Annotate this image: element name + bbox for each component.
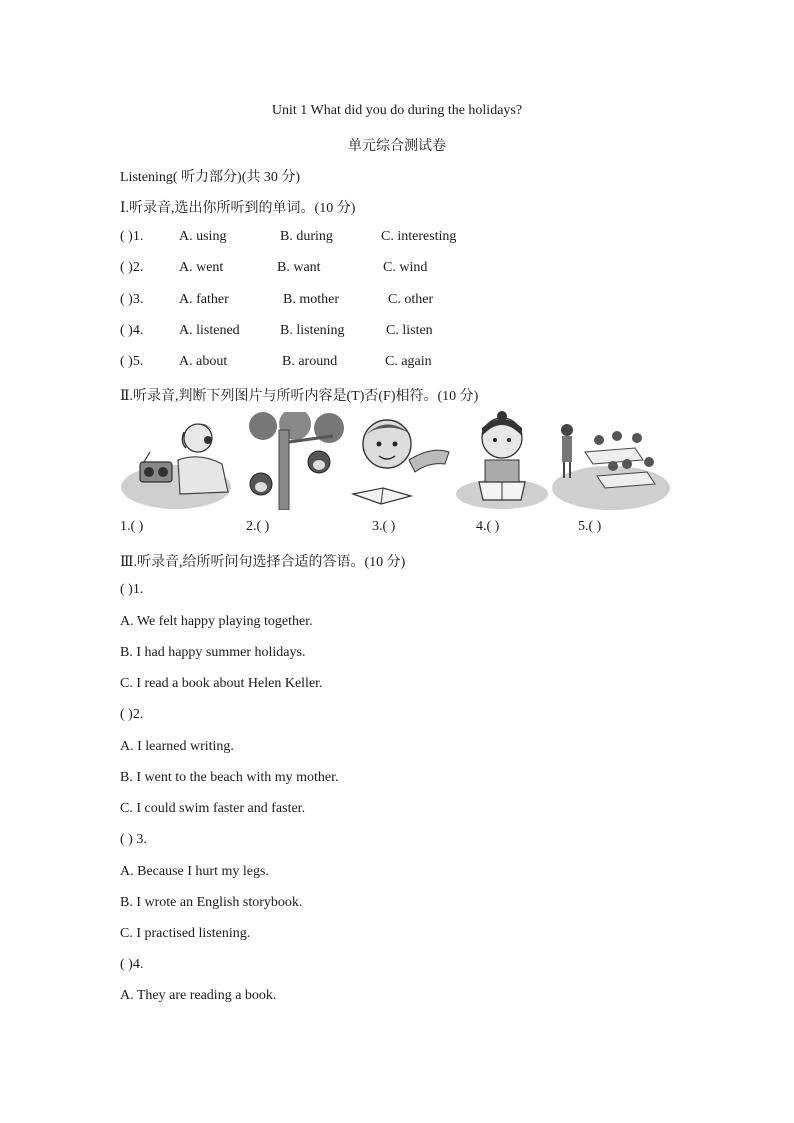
question-option: A. We felt happy playing together. [120,614,313,629]
part3-heading: Ⅲ.听录音,给所听问句选择合适的答语。(10 分) [120,555,406,570]
answer-blank: 3.( ) [372,519,396,534]
option-b: B. listening [280,323,345,338]
part1-item [0,292,794,312]
option-a: A. went [179,260,224,275]
option-c: C. interesting [381,229,457,244]
part1-heading: Ⅰ.听录音,选出你所听到的单词。(10 分) [120,201,356,216]
option-a: A. using [179,229,227,244]
answer-blank: 2.( ) [246,519,270,534]
man-listening-radio-picture [120,412,232,510]
item-number: ( )5. [120,354,144,369]
classroom-picture [551,414,671,510]
option-a: A. father [179,292,229,307]
item-number: ( )2. [120,260,144,275]
option-b: B. want [277,260,321,275]
question-option: C. I read a book about Helen Keller. [120,676,323,691]
question-option: C. I could swim faster and faster. [120,801,306,816]
option-b: B. mother [283,292,339,307]
part2-answer-row [0,519,794,539]
part1-item [0,229,794,249]
part1-item [0,323,794,343]
page-title: Unit 1 What did you do during the holidays? [271,103,523,118]
option-c: C. wind [383,260,428,275]
part1-item [0,354,794,374]
option-a: A. listened [179,323,240,338]
question-option: B. I had happy summer holidays. [120,645,306,660]
question-number: ( )2. [120,707,144,722]
option-a: A. about [179,354,228,369]
listening-heading: Listening( 听力部分)(共 30 分) [120,170,301,185]
question-number: ( ) 3. [120,832,147,847]
question-option: A. Because I hurt my legs. [120,864,269,879]
question-option: A. I learned writing. [120,739,234,754]
option-c: C. listen [386,323,433,338]
option-b: B. during [280,229,333,244]
question-option: B. I wrote an English storybook. [120,895,303,910]
question-number: ( )1. [120,582,144,597]
option-c: C. again [385,354,432,369]
question-option: A. They are reading a book. [120,988,277,1003]
answer-blank: 5.( ) [578,519,602,534]
item-number: ( )1. [120,229,144,244]
part2-heading: Ⅱ.听录音,判断下列图片与所听内容是(T)否(F)相符。(10 分) [120,389,479,404]
page-subtitle: 单元综合测试卷 [348,139,446,154]
monkeys-tree-picture [233,412,348,510]
answer-blank: 1.( ) [120,519,144,534]
item-number: ( )4. [120,323,144,338]
question-option: B. I went to the beach with my mother. [120,770,339,785]
option-b: B. around [282,354,338,369]
question-number: ( )4. [120,957,144,972]
girl-writing-picture [455,408,550,510]
answer-blank: 4.( ) [476,519,500,534]
part1-item [0,260,794,280]
question-option: C. I practised listening. [120,926,251,941]
option-c: C. other [388,292,434,307]
item-number: ( )3. [120,292,144,307]
boy-reading-picture [349,412,454,510]
